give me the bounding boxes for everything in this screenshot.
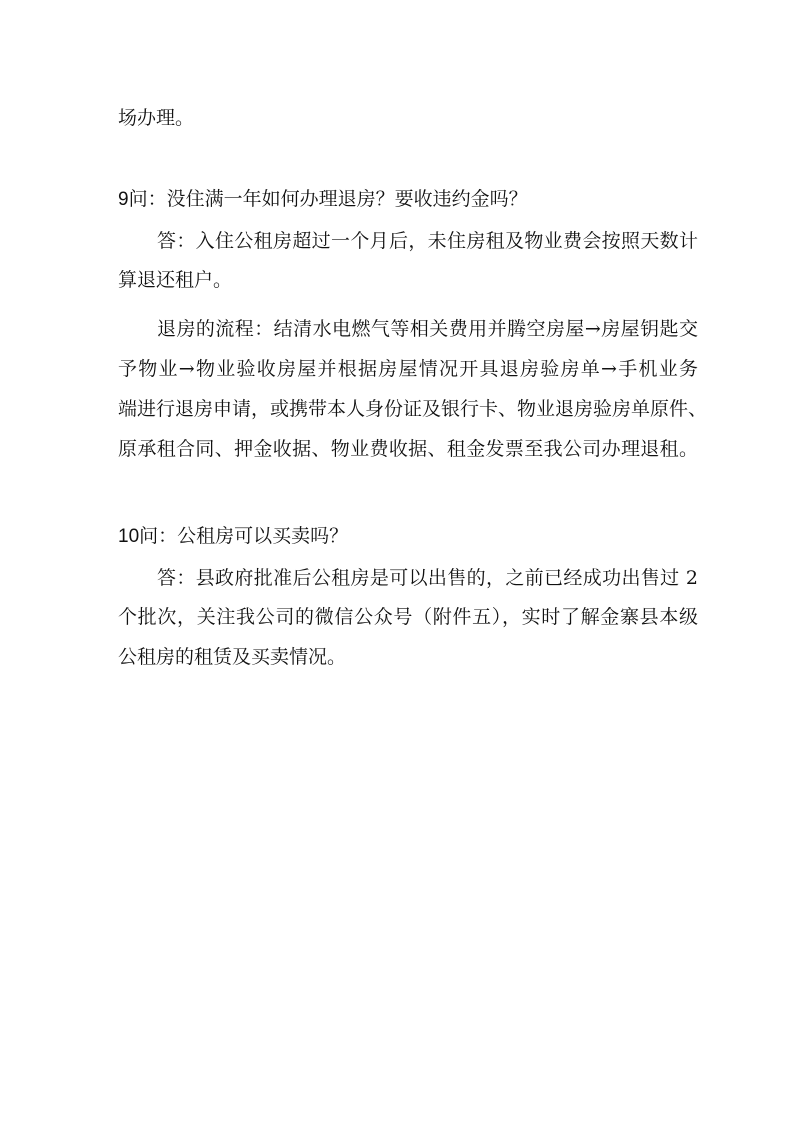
answer-10-line-3: 公租房的租赁及买卖情况。 xyxy=(118,646,347,668)
answer-9-line-2: 算退还租户。 xyxy=(118,269,233,291)
answer-9-line-1: 答：入住公租房超过一个月后，未住房租及物业费会按照天数计 xyxy=(157,230,698,252)
answer-10-line-2: 个批次，关注我公司的微信公众号（附件五），实时了解金寨县本级 xyxy=(118,606,698,628)
process-9-line-1: 退房的流程：结清水电燃气等相关费用并腾空房屋→房屋钥匙交 xyxy=(157,318,698,340)
question-10-number: 10 xyxy=(118,526,140,547)
process-9-line-4: 原承租合同、押金收据、物业费收据、租金发票至我公司办理退租。 xyxy=(118,438,698,460)
answer-10-line-1: 答：县政府批准后公租房是可以出售的，之前已经成功出售过 2 xyxy=(157,567,698,589)
question-9-number: 9 xyxy=(118,189,129,210)
question-10-text: 问：公租房可以买卖吗？ xyxy=(139,525,349,547)
process-9-line-3: 端进行退房申请，或携带本人身份证及银行卡、物业退房验房单原件、 xyxy=(118,398,708,420)
question-9 xyxy=(118,187,698,212)
question-10 xyxy=(118,524,698,549)
process-9-line-2: 予物业→物业验收房屋并根据房屋情况开具退房验房单→手机业务 xyxy=(118,358,698,380)
question-9-text: 问：没住满一年如何办理退房？要收违约金吗？ xyxy=(128,188,528,210)
continuation-line: 场办理。 xyxy=(118,107,195,129)
